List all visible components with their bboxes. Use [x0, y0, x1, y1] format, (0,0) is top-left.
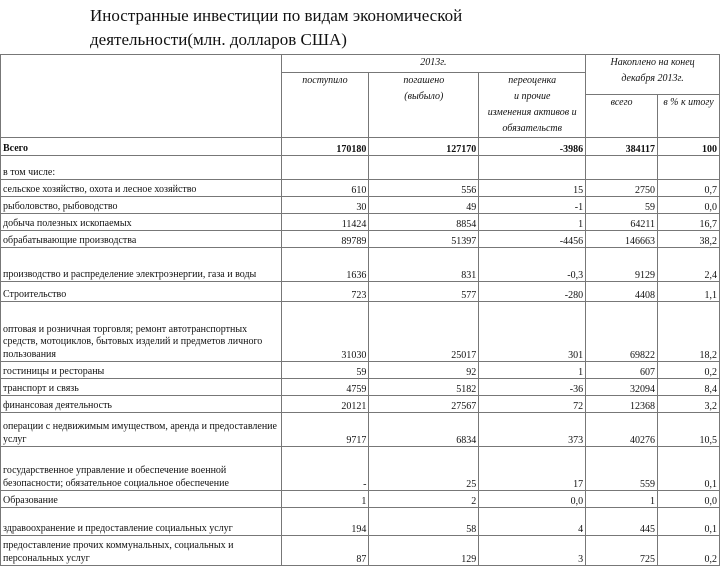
investment-table — [0, 54, 720, 566]
cell-total: 725 — [586, 536, 658, 566]
row-label: гостиницы и рестораны — [1, 362, 282, 379]
table-row — [1, 231, 720, 248]
cell-total: 4408 — [586, 282, 658, 302]
row-label: рыболовство, рыбоводство — [1, 197, 282, 214]
row-label: Всего — [1, 138, 282, 156]
title-line-1: Иностранные инвестиции по видам экономической — [90, 6, 463, 25]
cell-pct — [658, 156, 720, 180]
row-label: финансовая деятельность — [1, 396, 282, 413]
header-empty-cell — [1, 55, 282, 138]
cell-reval: 1 — [479, 214, 586, 231]
cell-received: 194 — [281, 508, 369, 536]
cell-repaid: 831 — [369, 248, 479, 282]
row-label: операции с недвижимым имуществом, аренда и предоставление услуг — [1, 413, 282, 447]
header-total: всего — [586, 95, 658, 138]
cell-reval: 0,0 — [479, 491, 586, 508]
row-label: добыча полезных ископаемых — [1, 214, 282, 231]
cell-pct: 10,5 — [658, 413, 720, 447]
header-percent: в % к итогу — [658, 95, 720, 138]
cell-total: 12368 — [586, 396, 658, 413]
cell-received: 9717 — [281, 413, 369, 447]
cell-received: 30 — [281, 197, 369, 214]
cell-pct: 16,7 — [658, 214, 720, 231]
cell-repaid: 92 — [369, 362, 479, 379]
row-label: предоставление прочих коммунальных, социальных и персональных услуг — [1, 536, 282, 566]
table-row — [1, 138, 720, 156]
cell-reval: -4456 — [479, 231, 586, 248]
header-repaid-line2: (выбыло) — [404, 91, 444, 102]
table-row — [1, 156, 720, 180]
cell-reval: -36 — [479, 379, 586, 396]
row-label: транспорт и связь — [1, 379, 282, 396]
header-year: 2013г. — [281, 55, 586, 73]
cell-received: 610 — [281, 180, 369, 197]
cell-repaid: 577 — [369, 282, 479, 302]
cell-reval: 301 — [479, 302, 586, 362]
cell-pct: 2,4 — [658, 248, 720, 282]
cell-total: 1 — [586, 491, 658, 508]
table-row — [1, 282, 720, 302]
cell-received: 31030 — [281, 302, 369, 362]
cell-pct: 8,4 — [658, 379, 720, 396]
document-title — [90, 4, 610, 52]
header-revaluation — [479, 73, 586, 138]
cell-received: 1 — [281, 491, 369, 508]
cell-repaid: 8854 — [369, 214, 479, 231]
cell-received: 89789 — [281, 231, 369, 248]
cell-repaid: 2 — [369, 491, 479, 508]
cell-received: 11424 — [281, 214, 369, 231]
cell-reval: -0,3 — [479, 248, 586, 282]
cell-pct: 3,2 — [658, 396, 720, 413]
cell-reval: -1 — [479, 197, 586, 214]
cell-reval: 72 — [479, 396, 586, 413]
cell-total: 32094 — [586, 379, 658, 396]
row-label: обрабатывающие производства — [1, 231, 282, 248]
cell-repaid: 25 — [369, 447, 479, 491]
table-row — [1, 536, 720, 566]
table-row — [1, 362, 720, 379]
cell-total: 59 — [586, 197, 658, 214]
cell-repaid: 127170 — [369, 138, 479, 156]
cell-received: 170180 — [281, 138, 369, 156]
cell-pct: 0,0 — [658, 197, 720, 214]
cell-reval: 4 — [479, 508, 586, 536]
cell-repaid: 58 — [369, 508, 479, 536]
cell-reval: 17 — [479, 447, 586, 491]
cell-pct: 1,1 — [658, 282, 720, 302]
row-label: государственное управление и обеспечение военной безопасности; обязательное социальное обеспечение — [1, 447, 282, 491]
cell-repaid: 556 — [369, 180, 479, 197]
cell-reval: 373 — [479, 413, 586, 447]
cell-received: 20121 — [281, 396, 369, 413]
row-label: производство и распределение электроэнергии, газа и воды — [1, 248, 282, 282]
title-line-2: деятельности(млн. долларов США) — [90, 30, 347, 49]
table-row — [1, 447, 720, 491]
cell-pct: 0,7 — [658, 180, 720, 197]
row-label: в том числе: — [1, 156, 282, 180]
table-row — [1, 413, 720, 447]
cell-pct: 38,2 — [658, 231, 720, 248]
table-row — [1, 508, 720, 536]
table-row — [1, 180, 720, 197]
cell-repaid: 27567 — [369, 396, 479, 413]
header-reval-line2: и прочие — [513, 91, 551, 102]
cell-repaid: 6834 — [369, 413, 479, 447]
header-accumulated — [586, 55, 720, 95]
header-accum-line2: декабря 2013г. — [621, 73, 684, 84]
cell-repaid: 51397 — [369, 231, 479, 248]
cell-total: 146663 — [586, 231, 658, 248]
cell-total: 64211 — [586, 214, 658, 231]
table-row — [1, 302, 720, 362]
header-accum-line1: Накоплено на конец — [610, 57, 695, 68]
cell-pct: 0,0 — [658, 491, 720, 508]
table-row — [1, 214, 720, 231]
header-reval-line3: изменения активов и — [487, 107, 577, 118]
cell-reval: 15 — [479, 180, 586, 197]
cell-reval: -3986 — [479, 138, 586, 156]
table-row — [1, 197, 720, 214]
row-label: оптовая и розничная торговля; ремонт автотранспортных средств, мотоциклов, бытовых изделий и предметов личного пользования — [1, 302, 282, 362]
cell-pct: 0,2 — [658, 362, 720, 379]
cell-reval: -280 — [479, 282, 586, 302]
cell-total: 2750 — [586, 180, 658, 197]
cell-total: 9129 — [586, 248, 658, 282]
cell-repaid: 25017 — [369, 302, 479, 362]
row-label: сельское хозяйство, охота и лесное хозяйство — [1, 180, 282, 197]
cell-repaid — [369, 156, 479, 180]
cell-reval — [479, 156, 586, 180]
cell-repaid: 49 — [369, 197, 479, 214]
cell-total: 384117 — [586, 138, 658, 156]
cell-received: 1636 — [281, 248, 369, 282]
cell-pct: 18,2 — [658, 302, 720, 362]
cell-repaid: 129 — [369, 536, 479, 566]
cell-pct: 100 — [658, 138, 720, 156]
header-repaid — [369, 73, 479, 138]
cell-reval: 3 — [479, 536, 586, 566]
cell-total — [586, 156, 658, 180]
cell-total: 69822 — [586, 302, 658, 362]
row-label: здравоохранение и предоставление социальных услуг — [1, 508, 282, 536]
cell-pct: 0,2 — [658, 536, 720, 566]
table-row — [1, 379, 720, 396]
header-reval-line1: переоценка — [508, 75, 557, 86]
table-row — [1, 248, 720, 282]
row-label: Образование — [1, 491, 282, 508]
row-label: Строительство — [1, 282, 282, 302]
cell-pct: 0,1 — [658, 447, 720, 491]
header-received: поступило — [281, 73, 369, 138]
table-row — [1, 396, 720, 413]
table-row — [1, 491, 720, 508]
cell-repaid: 5182 — [369, 379, 479, 396]
cell-received: 4759 — [281, 379, 369, 396]
header-row-1 — [1, 55, 720, 73]
cell-received: - — [281, 447, 369, 491]
cell-pct: 0,1 — [658, 508, 720, 536]
cell-received — [281, 156, 369, 180]
cell-received: 723 — [281, 282, 369, 302]
cell-reval: 1 — [479, 362, 586, 379]
cell-total: 607 — [586, 362, 658, 379]
cell-total: 40276 — [586, 413, 658, 447]
cell-received: 59 — [281, 362, 369, 379]
cell-received: 87 — [281, 536, 369, 566]
header-repaid-line1: погашено — [403, 75, 445, 86]
cell-total: 445 — [586, 508, 658, 536]
cell-total: 559 — [586, 447, 658, 491]
header-reval-line4: обязательств — [502, 123, 562, 134]
